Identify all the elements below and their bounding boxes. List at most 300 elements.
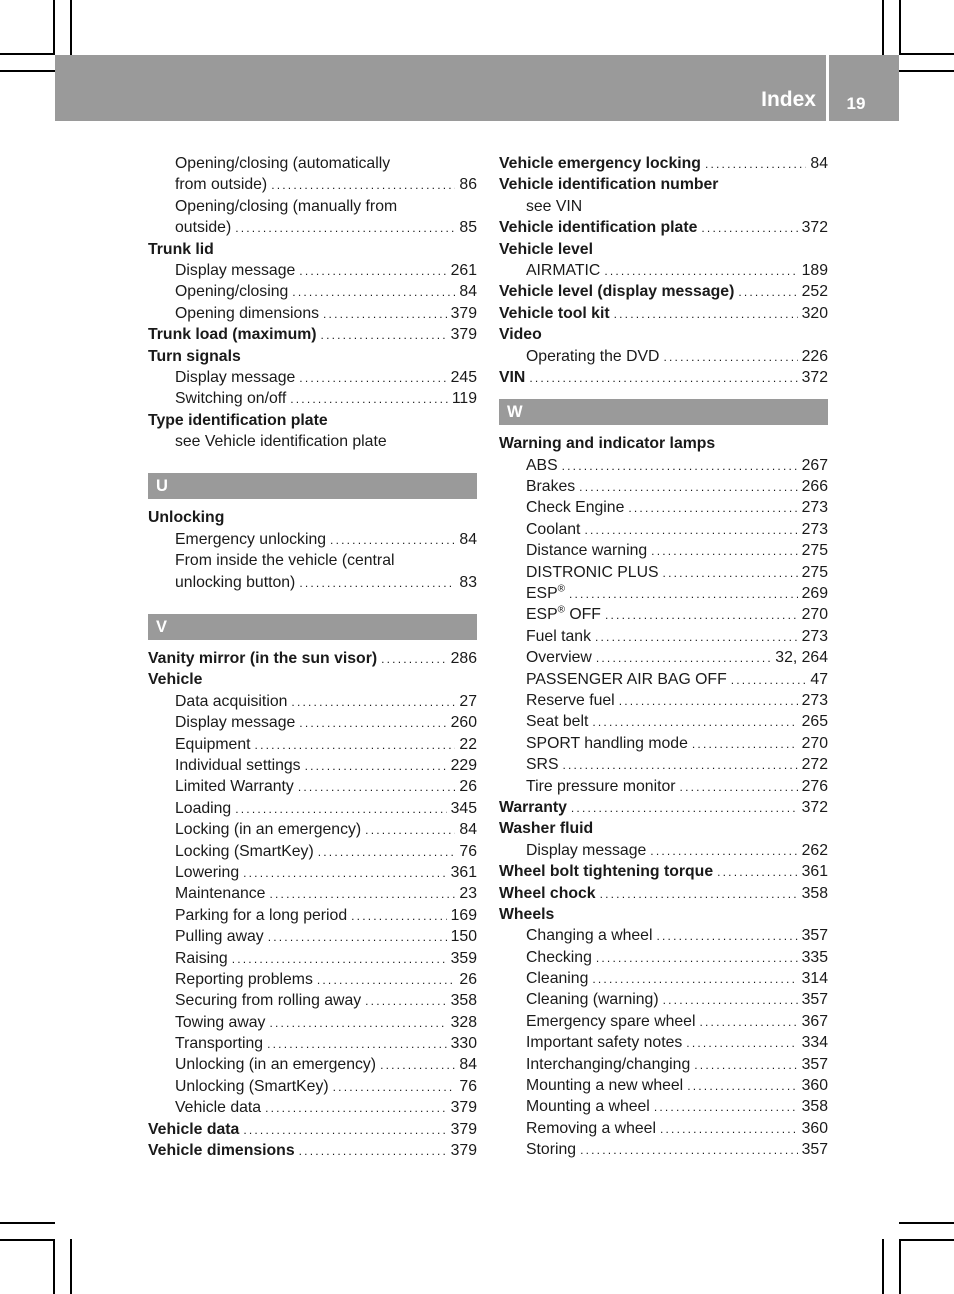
- entry-page-number[interactable]: 357: [801, 927, 828, 945]
- index-row[interactable]: [148, 1033, 477, 1054]
- entry-label: [526, 1118, 656, 1139]
- index-row[interactable]: [499, 1032, 828, 1053]
- index-entry-unlocking[interactable]: [148, 507, 477, 528]
- index-row[interactable]: [148, 388, 477, 409]
- entry-page-number[interactable]: 27: [459, 692, 477, 710]
- dot-leader: [529, 368, 797, 389]
- index-row[interactable]: [499, 174, 828, 195]
- entry-label-text: Wheels: [499, 905, 555, 923]
- index-row[interactable]: [148, 281, 477, 302]
- index-row[interactable]: [499, 497, 828, 518]
- entry-page-number[interactable]: 252: [801, 283, 828, 301]
- dot-leader: [271, 175, 455, 196]
- entry-page-number[interactable]: 265: [801, 713, 828, 731]
- entry-label-text: Trunk load (maximum): [148, 326, 317, 344]
- entry-page-number[interactable]: 84: [459, 283, 477, 301]
- entry-label: [148, 669, 202, 690]
- dot-leader: [699, 1012, 797, 1033]
- index-row[interactable]: [499, 669, 828, 690]
- entry-page-number[interactable]: 358: [450, 992, 477, 1010]
- index-entry-emergency-locking[interactable]: [499, 153, 828, 174]
- index-row[interactable]: [499, 217, 828, 238]
- dot-leader: [619, 691, 798, 712]
- dot-leader: [651, 541, 797, 562]
- index-column-left: [148, 153, 477, 1161]
- index-row[interactable]: [148, 196, 477, 217]
- entry-label: [526, 1011, 695, 1032]
- index-row[interactable]: [148, 550, 477, 571]
- index-row[interactable]: [148, 691, 477, 712]
- entry-page-number[interactable]: 273: [801, 691, 828, 709]
- entry-label: [526, 925, 652, 946]
- dot-leader: [269, 884, 455, 905]
- entry-page-number[interactable]: 150: [450, 928, 477, 946]
- entry-label: [526, 1032, 682, 1053]
- entry-page-number[interactable]: 267: [801, 456, 828, 474]
- index-row[interactable]: [499, 776, 828, 797]
- entry-page-number[interactable]: 84: [459, 821, 477, 839]
- index-row[interactable]: [499, 281, 828, 302]
- index-group-trunk-lid: [148, 260, 477, 324]
- entry-page-number[interactable]: 335: [801, 948, 828, 966]
- dot-leader: [592, 712, 797, 733]
- entry-label: [526, 455, 558, 476]
- index-group-vin-number: [499, 196, 828, 217]
- index-entry-vehicle-dimensions[interactable]: [148, 1140, 477, 1161]
- index-row[interactable]: [499, 239, 828, 260]
- index-row[interactable]: [499, 303, 828, 324]
- index-entry-esp[interactable]: [499, 583, 828, 604]
- entry-label-text: Vanity mirror (in the sun visor): [148, 650, 378, 668]
- index-row[interactable]: [499, 647, 828, 668]
- entry-page-number[interactable]: 328: [450, 1013, 477, 1031]
- entry-label-text: Individual settings: [175, 756, 301, 774]
- crop-mark: [53, 1239, 55, 1294]
- entry-label-text: Cleaning: [526, 970, 589, 988]
- index-row[interactable]: [499, 260, 828, 281]
- entry-label: [175, 691, 287, 712]
- entry-page-number[interactable]: 84: [459, 530, 477, 548]
- index-entry-vehicle[interactable]: [148, 669, 477, 690]
- entry-page-number[interactable]: 26: [459, 970, 477, 988]
- index-row[interactable]: [499, 1054, 828, 1075]
- entry-page-number[interactable]: 85: [459, 219, 477, 237]
- entry-label-text: Interchanging/changing: [526, 1055, 691, 1073]
- entry-page-number[interactable]: 229: [450, 756, 477, 774]
- entry-page-number[interactable]: 372: [801, 798, 828, 816]
- entry-page-number[interactable]: 83: [459, 573, 477, 591]
- dot-leader: [255, 735, 456, 756]
- index-row[interactable]: [499, 840, 828, 861]
- section-header-w: W: [499, 399, 828, 425]
- index-row[interactable]: [499, 883, 828, 904]
- entry-page-number[interactable]: 266: [801, 478, 828, 496]
- index-row[interactable]: [499, 861, 828, 882]
- index-row[interactable]: [148, 529, 477, 550]
- index-row[interactable]: [148, 755, 477, 776]
- index-row[interactable]: [148, 798, 477, 819]
- entry-page-number[interactable]: 23: [459, 885, 477, 903]
- entry-page-number[interactable]: 273: [801, 627, 828, 645]
- index-row[interactable]: [148, 410, 477, 431]
- entry-label: [499, 433, 715, 454]
- entry-label-text: Switching on/off: [175, 390, 287, 408]
- index-row[interactable]: [148, 153, 477, 174]
- dot-leader: [600, 884, 798, 905]
- index-entry-trunk-load[interactable]: [148, 324, 477, 345]
- index-entry-vanity-mirror[interactable]: [148, 648, 477, 669]
- dot-leader: [687, 1076, 797, 1097]
- index-row[interactable]: [499, 346, 828, 367]
- entry-page-number[interactable]: 260: [450, 714, 477, 732]
- index-row[interactable]: [148, 926, 477, 947]
- index-entry-wheels[interactable]: [499, 904, 828, 925]
- entry-page-number[interactable]: 86: [459, 176, 477, 194]
- entry-label-text: Brakes: [526, 478, 576, 496]
- dot-leader: [731, 670, 807, 691]
- index-row[interactable]: [148, 507, 477, 528]
- entry-label: [175, 572, 295, 593]
- index-row[interactable]: [148, 303, 477, 324]
- index-row[interactable]: [148, 572, 477, 593]
- entry-label-text: ESP: [526, 606, 558, 624]
- entry-page-number[interactable]: 273: [801, 520, 828, 538]
- index-row[interactable]: [499, 153, 828, 174]
- index-entry-video[interactable]: [499, 324, 828, 345]
- entry-label: [175, 367, 295, 388]
- dot-leader: [291, 692, 455, 713]
- index-row[interactable]: [499, 367, 828, 388]
- entry-label: [175, 431, 387, 452]
- index-entry-turn-signals[interactable]: [148, 346, 477, 367]
- index-entry-tool-kit[interactable]: [499, 303, 828, 324]
- dot-leader: [318, 842, 456, 863]
- entry-page-number[interactable]: 272: [801, 756, 828, 774]
- index-entry-wheel-bolt[interactable]: [499, 861, 828, 882]
- entry-label-text: Limited Warranty: [175, 778, 294, 796]
- entry-label-text: Maintenance: [175, 885, 266, 903]
- dot-leader: [654, 1097, 798, 1118]
- entry-label: [499, 303, 610, 324]
- index-row[interactable]: [499, 733, 828, 754]
- entry-page-number[interactable]: 379: [450, 326, 477, 344]
- entry-page-number[interactable]: 361: [801, 863, 828, 881]
- dot-leader: [298, 777, 456, 798]
- dot-leader: [614, 304, 798, 325]
- entry-label-text: Opening/closing: [175, 283, 289, 301]
- dot-leader: [686, 1033, 797, 1054]
- index-entry-warning-lamps[interactable]: [499, 433, 828, 454]
- entry-label: [526, 583, 565, 604]
- entry-label: [175, 926, 264, 947]
- entry-page-number[interactable]: 262: [801, 841, 828, 859]
- entry-page-number[interactable]: 273: [801, 499, 828, 517]
- dot-leader: [267, 1034, 447, 1055]
- index-row[interactable]: [148, 841, 477, 862]
- index-group-warning-a: [499, 455, 828, 583]
- dot-leader: [380, 1055, 455, 1076]
- index-entry-vin-number[interactable]: [499, 174, 828, 195]
- entry-page-number[interactable]: 360: [801, 1077, 828, 1095]
- index-row[interactable]: [499, 519, 828, 540]
- index-row[interactable]: [148, 1076, 477, 1097]
- entry-label: [526, 1054, 690, 1075]
- index-row[interactable]: [499, 583, 828, 604]
- entry-page-number[interactable]: 379: [450, 1120, 477, 1138]
- entry-page-number[interactable]: 270: [801, 734, 828, 752]
- entry-label: [175, 776, 294, 797]
- index-row[interactable]: [148, 712, 477, 733]
- index-row[interactable]: [148, 1119, 477, 1140]
- entry-label-text: Data acquisition: [175, 692, 288, 710]
- dot-leader: [299, 1141, 447, 1162]
- index-row[interactable]: [499, 1139, 828, 1160]
- entry-page-number[interactable]: 226: [801, 347, 828, 365]
- entry-label: [526, 989, 659, 1010]
- entry-page-number[interactable]: 32, 264: [775, 649, 828, 667]
- index-row[interactable]: [148, 648, 477, 669]
- entry-label-text: Vehicle level: [499, 240, 593, 258]
- index-row[interactable]: [499, 989, 828, 1010]
- index-row[interactable]: [148, 1097, 477, 1118]
- index-entry-vehicle-data[interactable]: [148, 1119, 477, 1140]
- dot-leader: [605, 605, 798, 626]
- dot-leader: [663, 347, 797, 368]
- entry-label: [526, 711, 588, 732]
- index-row[interactable]: [499, 433, 828, 454]
- entry-label-text: Mounting a wheel: [526, 1098, 650, 1116]
- entry-label-text: Vehicle: [148, 671, 203, 689]
- entry-label: [175, 174, 267, 195]
- dot-leader: [596, 948, 798, 969]
- index-row[interactable]: [148, 883, 477, 904]
- entry-label-text: Towing away: [175, 1013, 266, 1031]
- entry-page-number[interactable]: 26: [459, 778, 477, 796]
- entry-label-text: Opening/closing (manually from: [175, 197, 398, 215]
- entry-label-text: Coolant: [526, 520, 581, 538]
- entry-label: [148, 1119, 239, 1140]
- entry-label: [175, 550, 395, 571]
- index-row[interactable]: [499, 604, 828, 625]
- index-row[interactable]: [499, 925, 828, 946]
- index-entry-vehicle-level-msg[interactable]: [499, 281, 828, 302]
- index-group-video: [499, 346, 828, 367]
- index-row[interactable]: [148, 819, 477, 840]
- index-group-washer: [499, 840, 828, 861]
- entry-label-text: unlocking button): [175, 573, 296, 591]
- entry-page-number[interactable]: 270: [801, 606, 828, 624]
- index-row[interactable]: [499, 476, 828, 497]
- entry-page-number[interactable]: 245: [450, 368, 477, 386]
- index-row[interactable]: [499, 455, 828, 476]
- section-header-u: U: [148, 473, 477, 499]
- dot-leader: [317, 970, 456, 991]
- index-row[interactable]: [499, 562, 828, 583]
- entry-page-number[interactable]: 358: [801, 1098, 828, 1116]
- entry-label: [148, 346, 241, 367]
- entry-page-number[interactable]: 189: [801, 261, 828, 279]
- entry-label-text: Removing a wheel: [526, 1119, 656, 1137]
- entry-label-text: Check Engine: [526, 499, 625, 517]
- index-row[interactable]: [148, 346, 477, 367]
- entry-page-number[interactable]: 22: [459, 735, 477, 753]
- entry-page-number[interactable]: 334: [801, 1034, 828, 1052]
- entry-label: [499, 281, 734, 302]
- entry-page-number[interactable]: 358: [801, 884, 828, 902]
- entry-label-text: Changing a wheel: [526, 927, 653, 945]
- entry-page-number[interactable]: 84: [810, 155, 828, 172]
- entry-label-text: Vehicle identification number: [499, 176, 719, 194]
- index-row[interactable]: [499, 1118, 828, 1139]
- crop-mark: [70, 1239, 72, 1294]
- index-row[interactable]: [499, 797, 828, 818]
- dot-leader: [650, 841, 797, 862]
- entry-page-number[interactable]: 330: [450, 1035, 477, 1053]
- index-row[interactable]: [148, 324, 477, 345]
- entry-label-text: Raising: [175, 949, 228, 967]
- section-header-v: V: [148, 614, 477, 640]
- index-entry-vin-plate[interactable]: [499, 217, 828, 238]
- index-entry-washer[interactable]: [499, 818, 828, 839]
- entry-label-text: from outside): [175, 176, 268, 194]
- entry-label-text: Vehicle data: [148, 1120, 240, 1138]
- index-group-unlocking: [148, 529, 477, 593]
- entry-label: [175, 388, 286, 409]
- entry-label-text: see Vehicle identification plate: [175, 433, 387, 451]
- dot-leader: [290, 389, 448, 410]
- entry-label: [175, 281, 288, 302]
- entry-page-number[interactable]: 47: [810, 670, 828, 688]
- entry-page-number[interactable]: 372: [801, 219, 828, 237]
- index-row[interactable]: [148, 669, 477, 690]
- index-entry-esp-off[interactable]: [499, 604, 828, 625]
- entry-page-number[interactable]: 275: [801, 563, 828, 581]
- entry-label-text: Vehicle identification plate: [499, 219, 698, 237]
- entry-page-number[interactable]: 276: [801, 777, 828, 795]
- index-row[interactable]: [499, 1011, 828, 1032]
- index-row[interactable]: [148, 905, 477, 926]
- index-row[interactable]: [148, 260, 477, 281]
- index-row[interactable]: [499, 968, 828, 989]
- entry-page-number[interactable]: 372: [801, 368, 828, 386]
- entry-page-number[interactable]: 119: [451, 390, 477, 408]
- entry-page-number[interactable]: 357: [801, 991, 828, 1009]
- index-row[interactable]: [148, 217, 477, 238]
- index-group-trunk-cont: [148, 153, 477, 239]
- entry-page-number[interactable]: 361: [450, 863, 477, 881]
- index-row[interactable]: [499, 904, 828, 925]
- dot-leader: [330, 530, 455, 551]
- index-row[interactable]: [499, 690, 828, 711]
- entry-page-number[interactable]: 379: [450, 304, 477, 322]
- entry-label: [175, 841, 314, 862]
- dot-leader: [738, 282, 797, 303]
- index-row[interactable]: [148, 239, 477, 260]
- index-row[interactable]: [148, 367, 477, 388]
- entry-page-number[interactable]: 76: [459, 842, 477, 860]
- index-row[interactable]: [148, 734, 477, 755]
- index-row[interactable]: [499, 818, 828, 839]
- entry-page-number[interactable]: 379: [450, 1099, 477, 1117]
- index-entry-type-plate[interactable]: [148, 410, 477, 431]
- entry-label: [175, 1097, 261, 1118]
- index-row[interactable]: [499, 196, 828, 217]
- index-entry-wheel-chock[interactable]: [499, 883, 828, 904]
- entry-page-number[interactable]: 357: [801, 1141, 828, 1159]
- entry-label: [499, 153, 701, 174]
- entry-label-text: Transporting: [175, 1035, 264, 1053]
- entry-page-number[interactable]: 84: [459, 1056, 477, 1074]
- entry-page-number[interactable]: 345: [450, 799, 477, 817]
- index-row[interactable]: [499, 626, 828, 647]
- dot-leader: [305, 756, 447, 777]
- index-row[interactable]: [499, 754, 828, 775]
- index-entry-trunk-lid[interactable]: [148, 239, 477, 260]
- entry-label: [526, 604, 601, 625]
- entry-page-number[interactable]: 286: [450, 650, 477, 668]
- index-row[interactable]: [148, 1140, 477, 1161]
- dot-leader: [569, 584, 798, 605]
- index-entry-warranty[interactable]: [499, 797, 828, 818]
- entry-label: [175, 1012, 265, 1033]
- index-row[interactable]: [499, 1075, 828, 1096]
- crop-mark: [899, 53, 954, 55]
- dot-leader: [235, 218, 455, 239]
- entry-page-number[interactable]: 360: [801, 1119, 828, 1137]
- entry-page-number[interactable]: 359: [450, 949, 477, 967]
- entry-label: [148, 410, 328, 431]
- entry-label-text: Vehicle data: [175, 1099, 262, 1117]
- entry-label-text: Reporting problems: [175, 970, 313, 988]
- entry-label-text: Reserve fuel: [526, 691, 615, 709]
- entry-page-number[interactable]: 169: [450, 906, 477, 924]
- dot-leader: [656, 926, 797, 947]
- index-row[interactable]: [148, 862, 477, 883]
- index-row[interactable]: [148, 1054, 477, 1075]
- index-row[interactable]: [148, 431, 477, 452]
- index-row[interactable]: [148, 969, 477, 990]
- index-row[interactable]: [148, 948, 477, 969]
- header-divider: [826, 55, 829, 121]
- entry-page-number[interactable]: 269: [801, 585, 828, 603]
- entry-page-number[interactable]: 275: [801, 542, 828, 560]
- index-row[interactable]: [499, 324, 828, 345]
- entry-label-text: Equipment: [175, 735, 251, 753]
- index-row[interactable]: [499, 947, 828, 968]
- index-group-vehicle-level: [499, 260, 828, 281]
- entry-page-number[interactable]: 367: [801, 1012, 828, 1030]
- index-row[interactable]: [499, 711, 828, 732]
- entry-page-number[interactable]: 357: [801, 1055, 828, 1073]
- index-entry-vehicle-level[interactable]: [499, 239, 828, 260]
- entry-label-text: Overview: [526, 649, 592, 667]
- index-entry-vin[interactable]: [499, 367, 828, 388]
- page-title: Index: [761, 88, 816, 111]
- entry-label-text: Opening/closing (automatically: [175, 155, 391, 172]
- index-row[interactable]: [148, 1012, 477, 1033]
- index-row[interactable]: [499, 1096, 828, 1117]
- entry-page-number[interactable]: 261: [450, 261, 477, 279]
- entry-page-number[interactable]: 379: [450, 1142, 477, 1160]
- index-row[interactable]: [148, 990, 477, 1011]
- entry-page-number[interactable]: 320: [801, 304, 828, 322]
- entry-label: [526, 1075, 683, 1096]
- entry-page-number[interactable]: 314: [801, 970, 828, 988]
- index-row[interactable]: [148, 776, 477, 797]
- entry-page-number[interactable]: 76: [459, 1077, 477, 1095]
- index-row[interactable]: [499, 540, 828, 561]
- index-row[interactable]: [148, 174, 477, 195]
